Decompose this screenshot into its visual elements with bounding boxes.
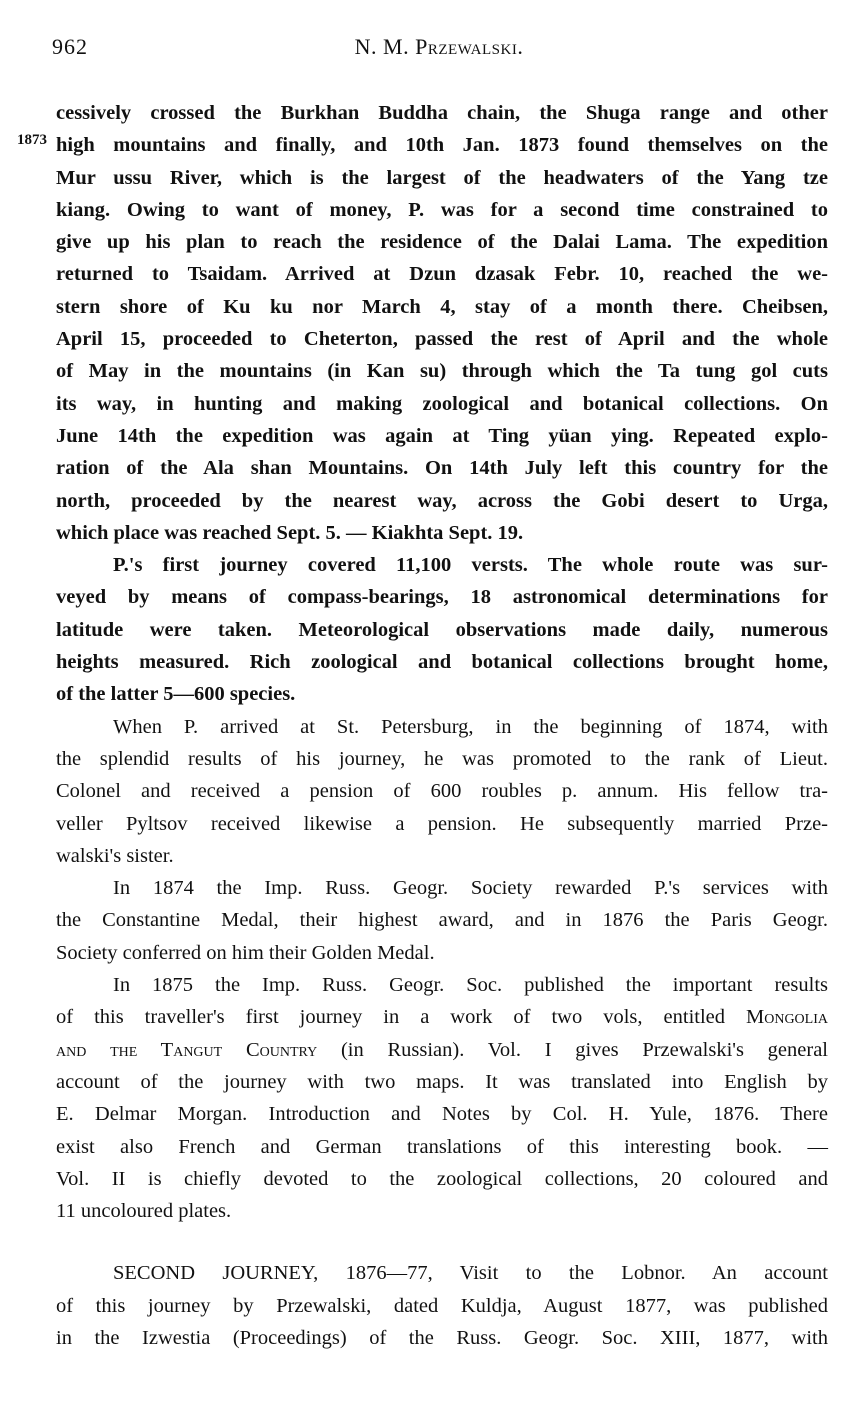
text-line: SECOND JOURNEY, 1876—77, Visit to the Lobnor. An account (113, 1262, 828, 1285)
text-line: Society conferred on him their Golden Medal. (56, 941, 435, 964)
text-line: Mur ussu River, which is the largest of the headwaters of the Yang tze (56, 166, 828, 189)
text-line: Colonel and received a pension of 600 roubles p. annum. His fellow tra- (56, 780, 828, 803)
text-line: E. Delmar Morgan. Introduction and Notes by Col. H. Yule, 1876. There (56, 1103, 828, 1126)
margin-year-note: 1873 (17, 132, 47, 148)
body-text (56, 97, 828, 1354)
book-title-smallcaps: and the Tangut Country (56, 1038, 318, 1061)
section-gap (56, 1227, 828, 1257)
text-line: Vol. II is chiefly devoted to the zoological collections, 20 coloured and (56, 1167, 828, 1190)
running-title: N. M. Przewalski. (354, 34, 524, 59)
text-line: returned to Tsaidam. Arrived at Dzun dzasak Febr. 10, reached the we- (56, 263, 828, 286)
text-line: veller Pyltsov received likewise a pension. He subsequently married Prze- (56, 812, 828, 835)
text-line: the Constantine Medal, their highest award, and in 1876 the Paris Geogr. (56, 909, 828, 932)
text-line: June 14th the expedition was again at Ting yüan ying. Repeated explo- (56, 424, 828, 447)
page-number: 962 (52, 34, 88, 59)
text-line: its way, in hunting and making zoological and botanical collections. On (56, 392, 828, 415)
text-line: exist also French and German translations of this interesting book. — (56, 1135, 828, 1158)
text-line: give up his plan to reach the residence of the Dalai Lama. The expedition (56, 231, 828, 254)
text-line: stern shore of Ku ku nor March 4, stay of a month there. Cheibsen, (56, 295, 828, 318)
text-line: veyed by means of compass-bearings, 18 astronomical determinations for (56, 586, 828, 609)
text-line: and the Tangut Country (in Russian). Vol. I gives Przewalski's general (56, 1038, 829, 1061)
text-line: high mountains and finally, and 10th Jan. 1873 found themselves on the (56, 134, 828, 157)
text-line: which place was reached Sept. 5. — Kiakhta Sept. 19. (56, 521, 524, 544)
text-line: 11 uncoloured plates. (56, 1200, 232, 1223)
book-title-smallcaps: Mongolia (746, 1006, 828, 1029)
text-line: of this journey by Przewalski, dated Kuldja, August 1877, was published (56, 1294, 828, 1317)
text-line: of this traveller's first journey in a work of two vols, entitled Mongolia (56, 1006, 828, 1029)
text-line: north, proceeded by the nearest way, across the Gobi desert to Urga, (56, 489, 828, 512)
running-head (52, 34, 826, 64)
text-line: In 1875 the Imp. Russ. Geogr. Soc. published the important results (113, 974, 828, 997)
text-line: P.'s first journey covered 11,100 versts. The whole route was sur- (113, 554, 828, 577)
text-line: When P. arrived at St. Petersburg, in the beginning of 1874, with (113, 715, 828, 738)
text-line: the splendid results of his journey, he was promoted to the rank of Lieut. (56, 747, 828, 770)
text-line: in the Izwestia (Proceedings) of the Russ. Geogr. Soc. XIII, 1877, with (56, 1326, 828, 1349)
text-line: April 15, proceeded to Cheterton, passed the rest of April and the whole (56, 328, 828, 351)
text-line: heights measured. Rich zoological and botanical collections brought home, (56, 651, 828, 674)
text-line: kiang. Owing to want of money, P. was for a second time constrained to (56, 198, 828, 221)
text-line: account of the journey with two maps. It was translated into English by (56, 1070, 828, 1093)
text-line: walski's sister. (56, 844, 174, 867)
text-line: of May in the mountains (in Kan su) through which the Ta tung gol cuts (56, 360, 828, 383)
text-line: In 1874 the Imp. Russ. Geogr. Society rewarded P.'s services with (113, 877, 828, 900)
text-line: of the latter 5—600 species. (56, 683, 296, 706)
text-line: latitude were taken. Meteorological observations made daily, numerous (56, 618, 828, 641)
text-line: cessively crossed the Burkhan Buddha chain, the Shuga range and other (56, 102, 828, 124)
text-line: ration of the Ala shan Mountains. On 14th July left this country for the (56, 457, 828, 480)
